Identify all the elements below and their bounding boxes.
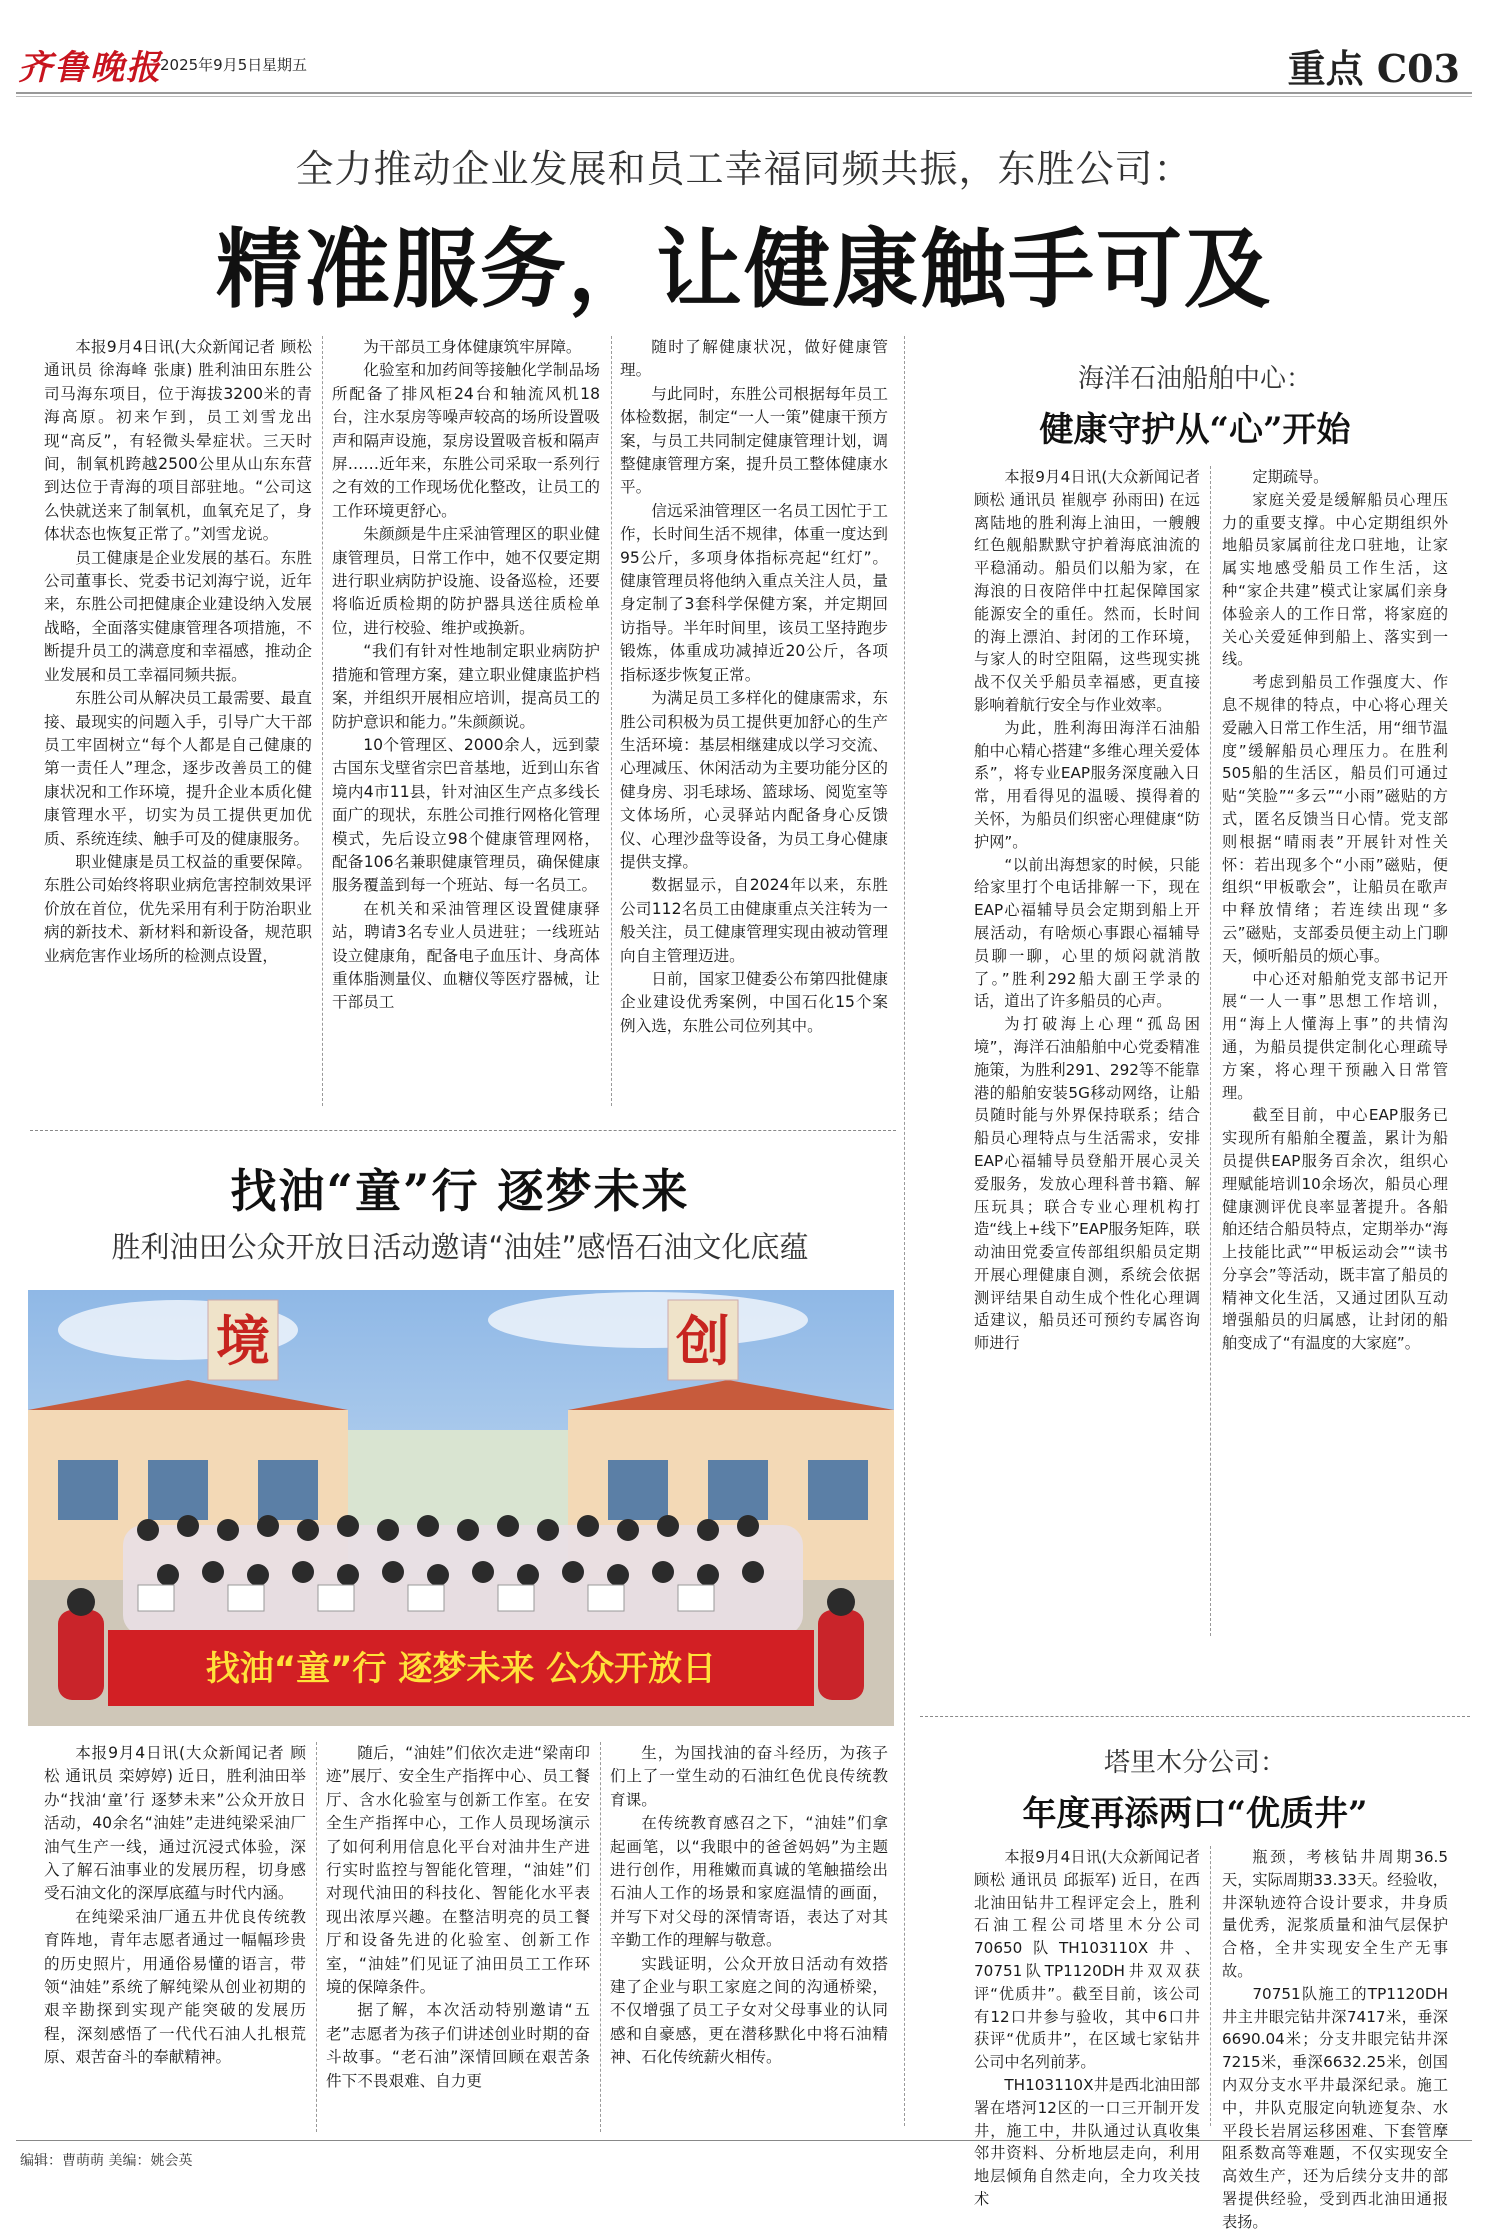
footer-rule — [16, 2140, 1472, 2141]
paragraph: 在传统教育感召之下，“油娃”们拿起画笔，以“我眼中的爸爸妈妈”为主题进行创作，用稚嫩而真诚的笔触描绘出石油人工作的场景和家庭温情的画面，并写下对父母的深情寄语，表达了对其辛勤工作的理解与敬意。 — [610, 1814, 888, 1950]
lead-kicker: 全力推动企业发展和员工幸福同频共振，东胜公司： — [295, 147, 1193, 191]
side-story-2-column-2 — [1222, 1846, 1448, 2234]
window — [58, 1460, 118, 1520]
window — [608, 1460, 668, 1520]
paragraph: 随后，“油娃”们依次走进“梁南印迹”展厅、安全生产指挥中心、员工餐厅、含水化验室与创新工作室。在安全生产指挥中心，工作人员现场演示了如何利用信息化平台对油井生产进行实时监控与智能化管理，“油娃”们对现代油田的科技化、智能化水平表现出浓厚兴趣。在整洁明亮的员工餐厅和设备先进的化验室、创新工作室，“油娃”们见证了油田员工工作环境的保障条件。 — [326, 1744, 590, 1997]
paragraph: 据了解，本次活动特别邀请“五老”志愿者为孩子们讲述创业时期的奋斗故事。“老石油”深情回顾在艰苦条件下不畏艰难、自力更 — [326, 2001, 590, 2090]
paragraph: 在机关和采油管理区设置健康驿站，聘请3名专业人员进驻；一线班站设立健康角，配备电子血压计、身高体重体脂测量仪、血糖仪等医疗器械，让干部员工 — [332, 899, 600, 1012]
paragraph: 家庭关爱是缓解船员心理压力的重要支撑。中心定期组织外地船员家属前往龙口驻地，让家属实地感受船员工作生活，这种“家企共建”模式让家属们亲身体验亲人的工作日常，将家庭的关心关爱延伸到船上、落实到一线。 — [1222, 490, 1448, 669]
feature-separator — [30, 1130, 896, 1131]
paragraph: 化验室和加药间等接触化学制品场所配备了排风柜24台和轴流风机18台，注水泵房等噪声较高的场所设置吸声和隔声设施，泵房设置吸音板和隔声屏……近年来，东胜公司采取一系列行之有效的工作现场优化整改，让员工的工作环境更舒心。 — [332, 361, 600, 520]
paragraph: 考虑到船员工作强度大、作息不规律的特点，中心将心理关爱融入日常工作生活，用“细节温度”缓解船员心理压力。在胜利505船的生活区，船员们可通过贴“笑脸”“多云”“小雨”磁贴的方式，匿名反馈当日心情。党支部则根据“晴雨表”开展针对性关怀：若出现多个“小雨”磁贴，便组织“甲板歌会”，让船员在歌声中释放情绪；若连续出现“多云”磁贴，支部委员便主动上门聊天，倾听船员的烦心事。 — [1222, 673, 1448, 965]
paragraph: 定期疏导。 — [1252, 468, 1329, 486]
paragraph: 70751队施工的TP1120DH井主井眼完钻井深7417米，垂深6690.04米；分支井眼完钻井深7215米，垂深6632.25米，创国内双分支水平井最深纪录。施工中，井队克服定向轨迹复杂、水平段长岩屑运移困难、下套管摩阻系数高等难题，不仅实现安全高效生产，还为后续分支井的部署提供经验，受到西北油田通报表扬。 — [1222, 1984, 1448, 2231]
side-story-1-column-1 — [974, 466, 1200, 1355]
window — [808, 1460, 868, 1520]
page-credits: 编辑：曹萌萌 美编：姚会英 — [20, 2153, 193, 2169]
paragraph: TH103110X井是西北油田部署在塔河12区的一口三开制开发井，施工中，井队通过认真收集邻井资料、分析地层走向，利用地层倾角自然走向，全力攻关技术 — [974, 2075, 1200, 2208]
window — [708, 1460, 768, 1520]
paragraph: 日前，国家卫健委公布第四批健康企业建设优秀案例，中国石化15个案例入选，东胜公司位列其中。 — [620, 969, 888, 1035]
paragraph: 为打破海上心理“孤岛困境”，海洋石油船舶中心党委精准施策，为胜利291、292等不能靠港的船舶安装5G移动网络，让船员随时能与外界保持联系；结合船员心理特点与生活需求，安排EAP心福辅导员登船开展心灵关爱服务，发放心理科普书籍、解压玩具；联合专业心理机构打造“线上+线下”EAP服务矩阵，联动油田党委宣传部组织船员定期开展心理健康自测，系统会依据测评结果自动生成个性化心理调适建议，船员还可预约专属咨询师进行 — [974, 1015, 1200, 1353]
paragraph: 朱颜颜是牛庄采油管理区的职业健康管理员，日常工作中，她不仅要定期进行职业病防护设施、设备巡检，还要将临近质检期的防护器具送往质检单位，进行校验、维护或换新。 — [332, 525, 600, 637]
feature-column-1 — [44, 1742, 306, 2070]
cloud — [488, 1292, 808, 1348]
paragraph: 本报9月4日讯(大众新闻记者 顾松 通讯员 栾婷婷) 近日，胜利油田举办“找油‘童’行 逐梦未来”公众开放日活动，40余名“油娃”走进纯梁采油厂油气生产一线，通过沉浸式体验，深入了解石油事业的发展历程，切身感受石油文化的深厚底蕴与时代内涵。 — [44, 1744, 306, 1903]
paragraph: 本报9月4日讯(大众新闻记者 顾松 通讯员 邱振军) 近日，在西北油田钻井工程评定会上，胜利石油工程公司塔里木分公司70650队TH103110X井、70751队TP1120DH井双双获评“优质井”。截至目前，该公司有12口井参与验收，其中6口井获评“优质井”，在区域七家钻井公司中名列前茅。 — [974, 1848, 1200, 2072]
paragraph: “以前出海想家的时候，只能给家里打个电话排解一下，现在EAP心福辅导员会定期到船上开展活动，有啥烦心事跟心福辅导员聊一聊，心里的烦闷就消散了。”胜利292船大副王学录的话，道出了许多船员的心声。 — [974, 855, 1200, 1011]
newspaper-logo: 齐鲁晚报 — [18, 48, 162, 88]
paragraph: 瓶颈，考核钻井周期36.5天，实际周期33.33天。经验收，井深轨迹符合设计要求，井身质量优秀，泥浆质量和油气层保护合格，全井实现安全生产无事故。 — [1222, 1848, 1448, 1980]
volunteer-right — [818, 1610, 864, 1700]
paragraph: 实践证明，公众开放日活动有效搭建了企业与职工家庭之间的沟通桥梁，不仅增强了员工子女对父母事业的认同感和自豪感，更在潜移默化中将石油精神、石化传统薪火相传。 — [610, 1954, 888, 2067]
paragraph: 为满足员工多样化的健康需求，东胜公司积极为员工提供更加舒心的生产生活环境：基层相继建成以学习交流、心理减压、休闲活动为主要功能分区的健身房、羽毛球场、篮球场、阅览室等文体场所，心灵驿站内配备身心反馈仪、心理沙盘等设备，为员工身心健康提供支撑。 — [620, 689, 888, 871]
window — [258, 1460, 318, 1520]
paragraph: 东胜公司从解决员工最需要、最直接、最现实的问题入手，引导广大干部员工牢固树立“每个人都是自己健康的第一责任人”理念，逐步改善员工的健康状况和工作环境，提升企业本质化健康管理水平，切实为员工提供更加优质、系统连续、触手可及的健康服务。 — [44, 689, 312, 848]
volunteer-left-head — [67, 1588, 95, 1616]
feature-photo — [28, 1290, 894, 1726]
volunteer-left — [58, 1610, 104, 1700]
lead-headline: 精准服务，让健康触手可及 — [216, 219, 1272, 320]
column-divider — [1210, 1846, 1211, 2126]
issue-weekday: 星期五 — [262, 56, 308, 74]
feature-headline: 找油“童”行 逐梦未来 — [230, 1164, 690, 1218]
paragraph: 与此同时，东胜公司根据每年员工体检数据，制定“一人一策”健康干预方案，与员工共同制定健康管理计划，调整健康管理方案，提升员工整体健康水平。 — [620, 384, 888, 497]
side-story-1-headline: 健康守护从“心”开始 — [1039, 410, 1351, 450]
column-divider — [322, 336, 323, 1106]
paragraph: 在纯梁采油厂通五井优良传统教育阵地，青年志愿者通过一幅幅珍贵的历史照片，用通俗易懂的语言，带领“油娃”系统了解纯梁从创业初期的艰辛勘探到实现产能突破的发展历程，深刻感悟了一代代石油人扎根荒原、艰苦奋斗的奉献精神。 — [44, 1907, 306, 2067]
side-separator — [920, 1716, 1470, 1717]
paragraph: 为此，胜利海田海洋石油船舶中心精心搭建“多维心理关爱体系”，将专业EAP服务深度融入日常，用看得见的温暖、摸得着的关怀，为船员们织密心理健康“防护网”。 — [974, 718, 1200, 851]
paragraph: 数据显示，自2024年以来，东胜公司112名员工由健康重点关注转为一般关注，员工健康管理实现由被动管理向自主管理迈进。 — [620, 876, 888, 965]
paragraph: “我们有针对性地制定职业病防护措施和管理方案，建立职业健康监护档案，并组织开展相应培训，提高员工的防护意识和能力。”朱颜颜说。 — [332, 642, 600, 731]
paragraph: 截至目前，中心EAP服务已实现所有船舶全覆盖，累计为船员提供EAP服务百余次，组织心理赋能培训10余场次，船员心理健康测评优良率显著提升。各船舶还结合船员特点，定期举办“海上技能比武”“甲板运动会”“读书分享会”等活动，既丰富了船员的精神文化生活，又通过团队互动增强船员的归属感，让封闭的船舶变成了“有温度的大家庭”。 — [1222, 1106, 1448, 1353]
paragraph: 生，为国找油的奋斗经历，为孩子们上了一堂生动的石油红色优良传统教育课。 — [610, 1744, 888, 1809]
side-story-1-column-2 — [1222, 466, 1448, 1355]
feature-column-2 — [326, 1742, 590, 2093]
children-group — [123, 1515, 803, 1635]
lead-column-1 — [44, 336, 312, 968]
lead-column-3 — [620, 336, 888, 1038]
section-page-label: 重点 C03 — [1287, 46, 1460, 91]
feature-subhead: 胜利油田公众开放日活动邀请“油娃”感悟石油文化底蕴 — [111, 1230, 809, 1264]
group-photo-illustration — [28, 1290, 894, 1726]
side-story-2-column-1 — [974, 1846, 1200, 2211]
volunteer-right-head — [827, 1588, 855, 1616]
paragraph: 员工健康是企业发展的基石。东胜公司董事长、党委书记刘海宁说，近年来，东胜公司把健康企业建设纳入发展战略，全面落实健康管理各项措施，不断提升员工的满意度和幸福感，推动企业发展和员工幸福同频共振。 — [44, 548, 312, 684]
window — [148, 1460, 208, 1520]
sign-char-right: 创 — [676, 1309, 730, 1373]
column-divider — [1210, 466, 1211, 1636]
masthead-rule-thin — [16, 96, 1472, 97]
side-story-2-headline: 年度再添两口“优质井” — [1022, 1794, 1368, 1834]
column-divider — [600, 1742, 601, 2132]
feature-column-3 — [610, 1742, 888, 2070]
masthead-rule — [16, 92, 1472, 94]
paragraph: 10个管理区、2000余人，远到蒙古国东戈壁省宗巴音基地，近到山东省境内4市11县，针对油区生产点多线长面广的现状，东胜公司推行网格化管理模式，先后设立98个健康管理网格，配备106名兼职健康管理员，确保健康服务覆盖到每一个班站、每一名员工。 — [332, 735, 600, 895]
column-divider — [611, 336, 612, 1106]
issue-date: 2025年9月5日 — [160, 56, 263, 74]
column-divider — [316, 1742, 317, 2132]
paragraph: 随时了解健康状况，做好健康管理。 — [620, 338, 888, 380]
paragraph: 职业健康是员工权益的重要保障。东胜公司始终将职业病危害控制效果评价放在首位，优先采用有利于防治职业病的新技术、新材料和新设备，规范职业病危害作业场所的检测点设置， — [44, 852, 312, 965]
side-story-1-kicker: 海洋石油船舶中心： — [1077, 364, 1312, 394]
event-banner-text: 找油“童”行 逐梦未来 公众开放日 — [205, 1649, 717, 1689]
sign-char-left: 境 — [216, 1309, 270, 1373]
lead-column-2 — [332, 336, 600, 1015]
paragraph: 本报9月4日讯(大众新闻记者 顾松 通讯员 崔舰亭 孙雨田) 在远离陆地的胜利海上油田，一艘艘红色舰船默默守护着海底油流的平稳涌动。船员们以船为家，在海浪的日夜陪伴中扛起保障国家能源安全的重任。然而，长时间的海上漂泊、封闭的工作环境，与家人的时空阻隔，这些现实挑战不仅关乎船员幸福感，更直接影响着航行安全与作业效率。 — [974, 468, 1200, 714]
side-story-2-kicker: 塔里木分公司： — [1103, 1748, 1286, 1778]
right-rail-divider — [904, 336, 905, 2126]
paragraph: 为干部员工身体健康筑牢屏障。 — [363, 338, 582, 356]
paragraph: 信远采油管理区一名员工因忙于工作，长时间生活不规律，体重一度达到95公斤，多项身体指标亮起“红灯”。健康管理员将他纳入重点关注人员，量身定制了3套科学保健方案，并定期回访指导。半年时间里，该员工坚持跑步锻炼，体重成功减掉近20公斤，各项指标逐步恢复正常。 — [620, 501, 888, 684]
paragraph: 中心还对船舶党支部书记开展“一人一事”思想工作培训，用“海上人懂海上事”的共情沟通，为船员提供定制化心理疏导方案，将心理干预融入日常管理。 — [1222, 969, 1448, 1102]
paragraph: 本报9月4日讯(大众新闻记者 顾松 通讯员 徐海峰 张康) 胜利油田东胜公司马海东项目，位于海拔3200米的青海高原。初来乍到，员工刘雪龙出现“高反”，有轻微头晕症状。三天时间，制氧机跨越2500公里从山东东营到达位于青海的项目部驻地。“公司这么快就送来了制氧机，血氧充足了，身体状态也恢复正常了。”刘雪龙说。 — [44, 338, 312, 544]
